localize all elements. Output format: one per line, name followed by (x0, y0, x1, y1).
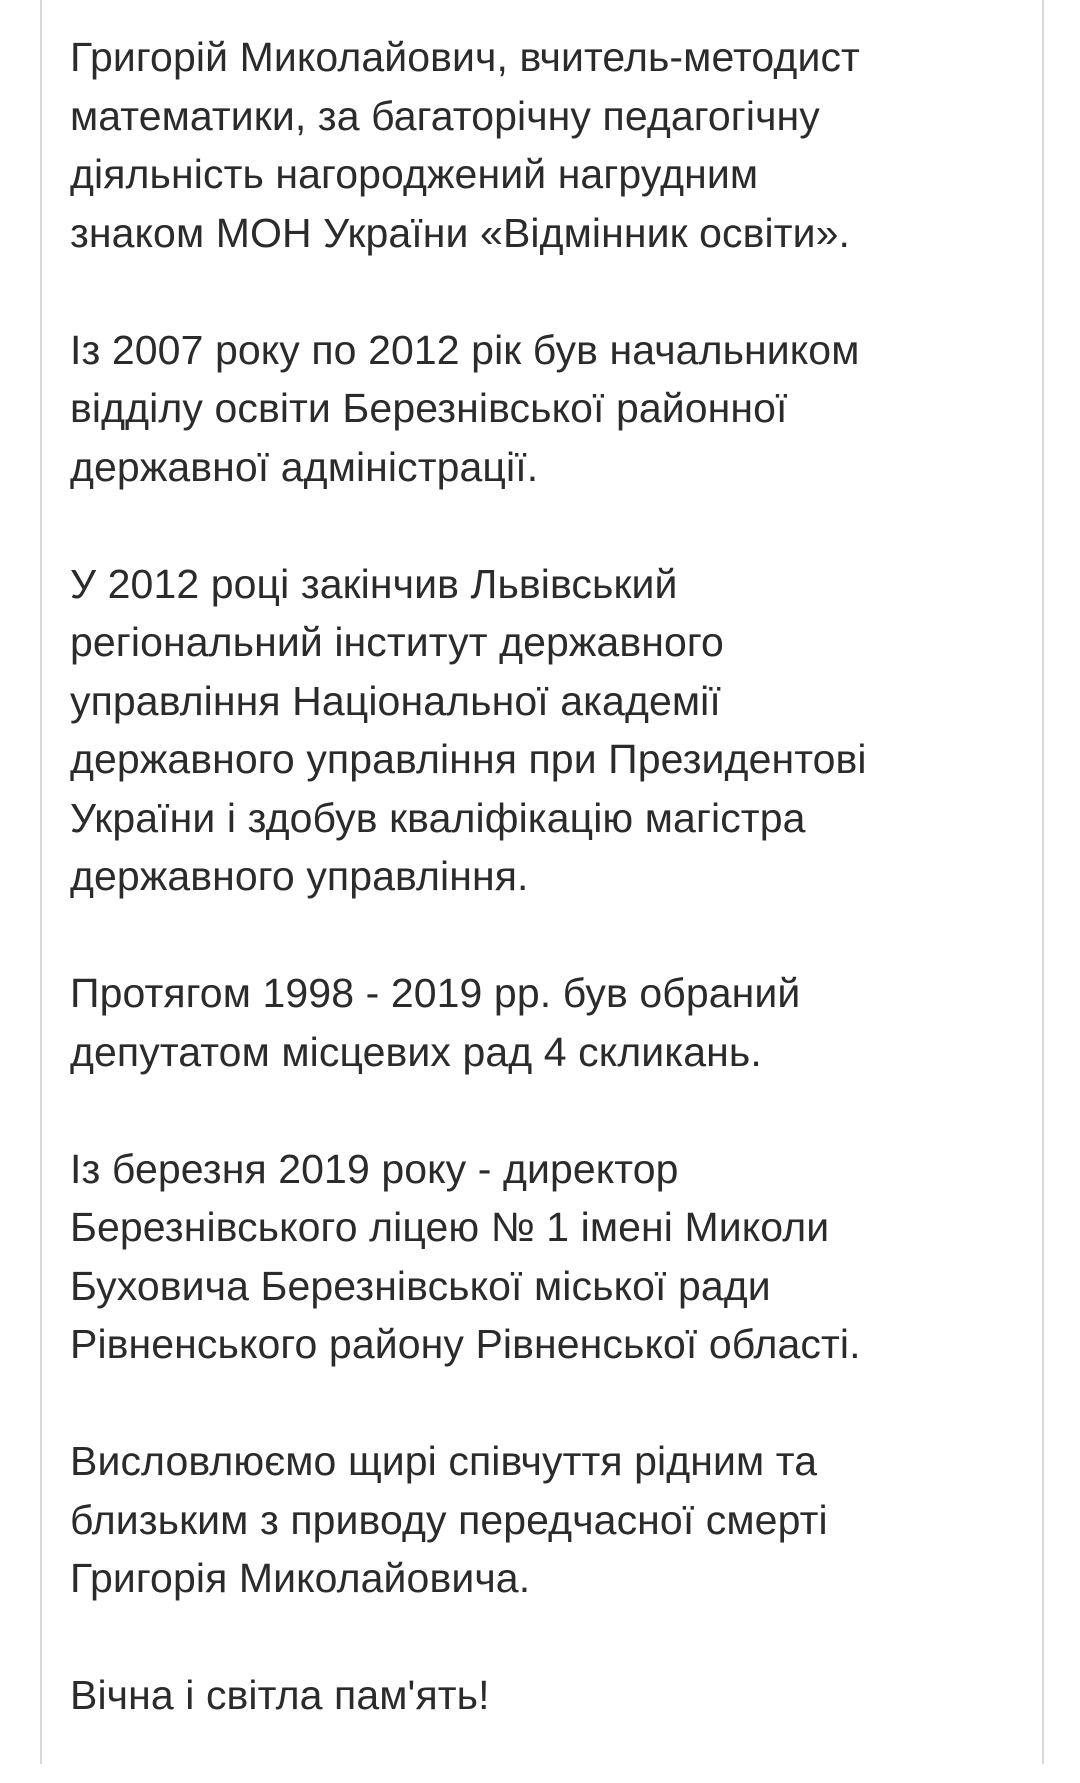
right-border (1042, 0, 1044, 1764)
post-paragraph-deputy: Протягом 1998 - 2019 рр. був обраний депутатом місцевих рад 4 скликань. (70, 970, 801, 1075)
post-body (70, 28, 1030, 1783)
post-paragraph-award: Григорій Миколайович, вчитель-методист математики, за багаторічну педагогічну діяльність нагороджений нагрудним знаком МОН України «Відмінник освіти». (70, 34, 860, 256)
post-paragraph-memory: Вічна і світла пам'ять! (70, 1672, 490, 1718)
post-paragraph-institute: У 2012 році закінчив Львівський регіональний інститут державного управління Національної академії державного управління при Президентові України і здобув кваліфікацію магістра державного управління. (70, 560, 867, 899)
left-border (40, 0, 42, 1764)
post-paragraph-education-department: Із 2007 року по 2012 рік був начальником відділу освіти Березнівської районної державної адміністрації. (70, 326, 860, 490)
post-paragraph-condolences: Висловлюємо щирі співчуття рідним та близьким з приводу передчасної смерті Григорія Миколайовича. (70, 1438, 828, 1601)
post-paragraph-director: Із березня 2019 року - директор Березнівського ліцею № 1 імені Миколи Буховича Березнівської міської ради Рівненського району Рівненської області. (70, 1145, 861, 1367)
